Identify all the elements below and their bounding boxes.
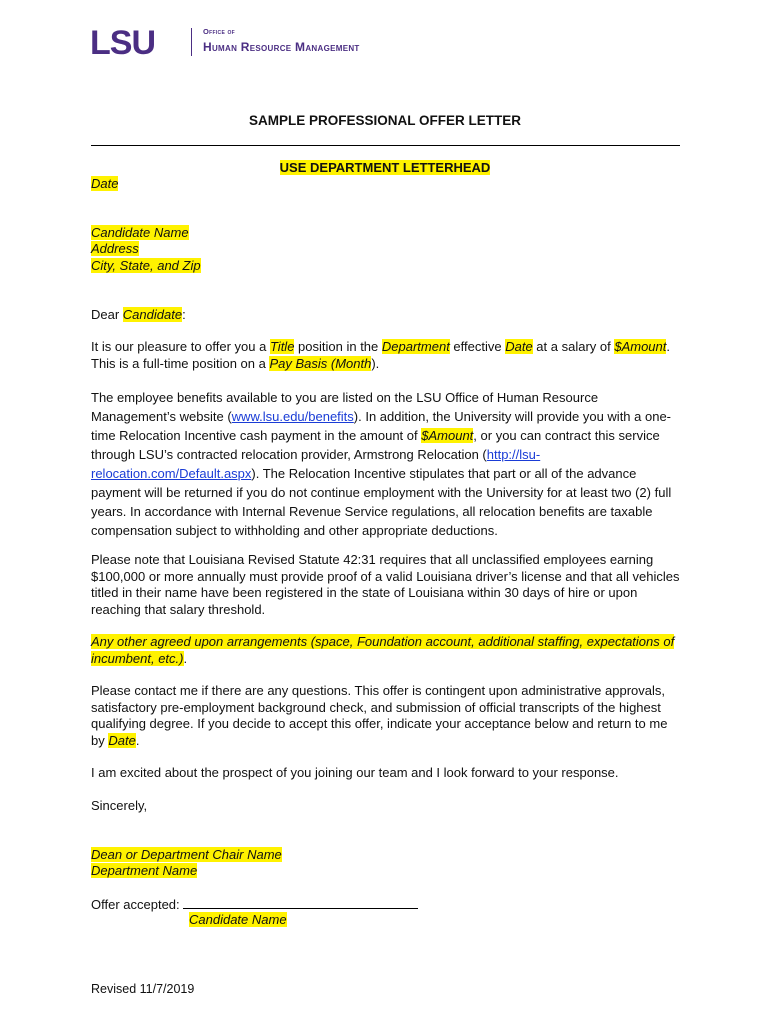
offer-text-1: It is our pleasure to offer you a (91, 339, 270, 354)
acceptance-candidate-name: Candidate Name (189, 912, 287, 927)
salutation-suffix: : (182, 307, 186, 322)
lsu-logo: LSU (90, 24, 155, 62)
office-name-label: Human Resource Management (203, 40, 360, 54)
benefits-text-3: , or you can contract this service through LSU’s contracted relocation provider, Armstrong Relocation ( (91, 428, 660, 462)
relocation-amount: $Amount (421, 428, 474, 443)
letterhead-note (0, 160, 770, 175)
arrangements-end: . (183, 650, 188, 666)
offer-pay-basis: Pay Basis (Month (269, 355, 372, 371)
acceptance-label: Offer accepted: (91, 897, 184, 912)
benefits-text-2: ). In addition, the University will provide you with a one-time Relocation Incentive cash payment in the amount of (91, 409, 672, 443)
salutation (91, 307, 186, 324)
title-rule (91, 145, 680, 146)
logo-divider (191, 28, 192, 56)
offer-text-3: effective (449, 339, 506, 354)
salutation-prefix: Dear (91, 307, 123, 322)
offer-text-2: position in the (294, 339, 382, 354)
acceptance-signature-line (183, 896, 418, 909)
office-of-label: Office of (203, 27, 236, 36)
offer-paragraph (91, 339, 681, 372)
offer-department: Department (381, 339, 450, 354)
offer-text-4: at a salary of (532, 339, 615, 354)
address-street: Address (91, 241, 139, 256)
contact-text-2: . (135, 732, 140, 748)
letterhead-note-text: USE DEPARTMENT LETTERHEAD (279, 160, 491, 175)
offer-amount: $Amount (614, 339, 667, 354)
benefits-text-1: The employee benefits available to you are listed on the LSU Office of Human Resource Management’s website ( (91, 390, 599, 424)
return-date: Date (108, 732, 136, 748)
offer-date: Date (505, 339, 533, 354)
contact-text-1: Please contact me if there are any questions. This offer is contingent upon administrative approvals, satisfactory pre-employment background check, and submission of official transcripts of the highest qualifying degree. If you decide to accept this offer, indicate your acceptance below and return to me by (91, 683, 668, 748)
document-title: SAMPLE PROFESSIONAL OFFER LETTER (248, 113, 522, 128)
arrangements-text: Any other agreed upon arrangements (space, Foundation account, additional staffing, expectations of incumbent, etc.) (91, 634, 675, 666)
signature-department: Department Name (91, 863, 198, 878)
address-street-line (91, 241, 139, 258)
address-candidate-name: Candidate Name (91, 225, 189, 240)
signature-department-line (91, 863, 197, 880)
acceptance-line (91, 896, 418, 914)
signature-name: Dean or Department Chair Name (91, 847, 282, 862)
address-candidate-name-line (91, 225, 189, 242)
benefits-link[interactable]: www.lsu.edu/benefits (231, 409, 354, 424)
contact-paragraph (91, 683, 681, 749)
revision-footer: Revised 11/7/2019 (91, 982, 195, 996)
benefits-text-4: ). The Relocation Incentive stipulates that part or all of the advance payment will be returned if you do not continue employment with the University for at least two (2) full years. In accordance with Internal Revenue Service regulations, all relocation benefits are taxable compensation subject to withholding and other appropriate deductions. (91, 466, 672, 538)
address-city-line (91, 258, 201, 275)
offer-title: Title (269, 339, 295, 354)
acceptance-candidate-line (189, 912, 287, 929)
benefits-paragraph (91, 388, 681, 540)
offer-text-5: . This is a full-time position on a (91, 339, 671, 371)
offer-text-6: ). (371, 355, 380, 371)
salutation-candidate: Candidate (122, 307, 183, 322)
date-line (91, 176, 118, 193)
excited-paragraph: I am excited about the prospect of you joining our team and I look forward to your response. (91, 765, 619, 780)
address-city-state-zip: City, State, and Zip (91, 258, 201, 273)
arrangements-paragraph (91, 634, 681, 667)
signature-name-line (91, 847, 282, 864)
statute-paragraph: Please note that Louisiana Revised Statute 42:31 requires that all unclassified employees earning $100,000 or more annually must provide proof of a valid Louisiana driver’s license and that all vehicles titled in their name have been registered in the state of Louisiana within 30 days of hire or upon reaching that salary threshold. (91, 552, 680, 617)
relocation-link[interactable]: http://lsu-relocation.com/Default.aspx (91, 447, 541, 481)
date-placeholder: Date (91, 176, 119, 191)
closing: Sincerely, (91, 798, 148, 813)
